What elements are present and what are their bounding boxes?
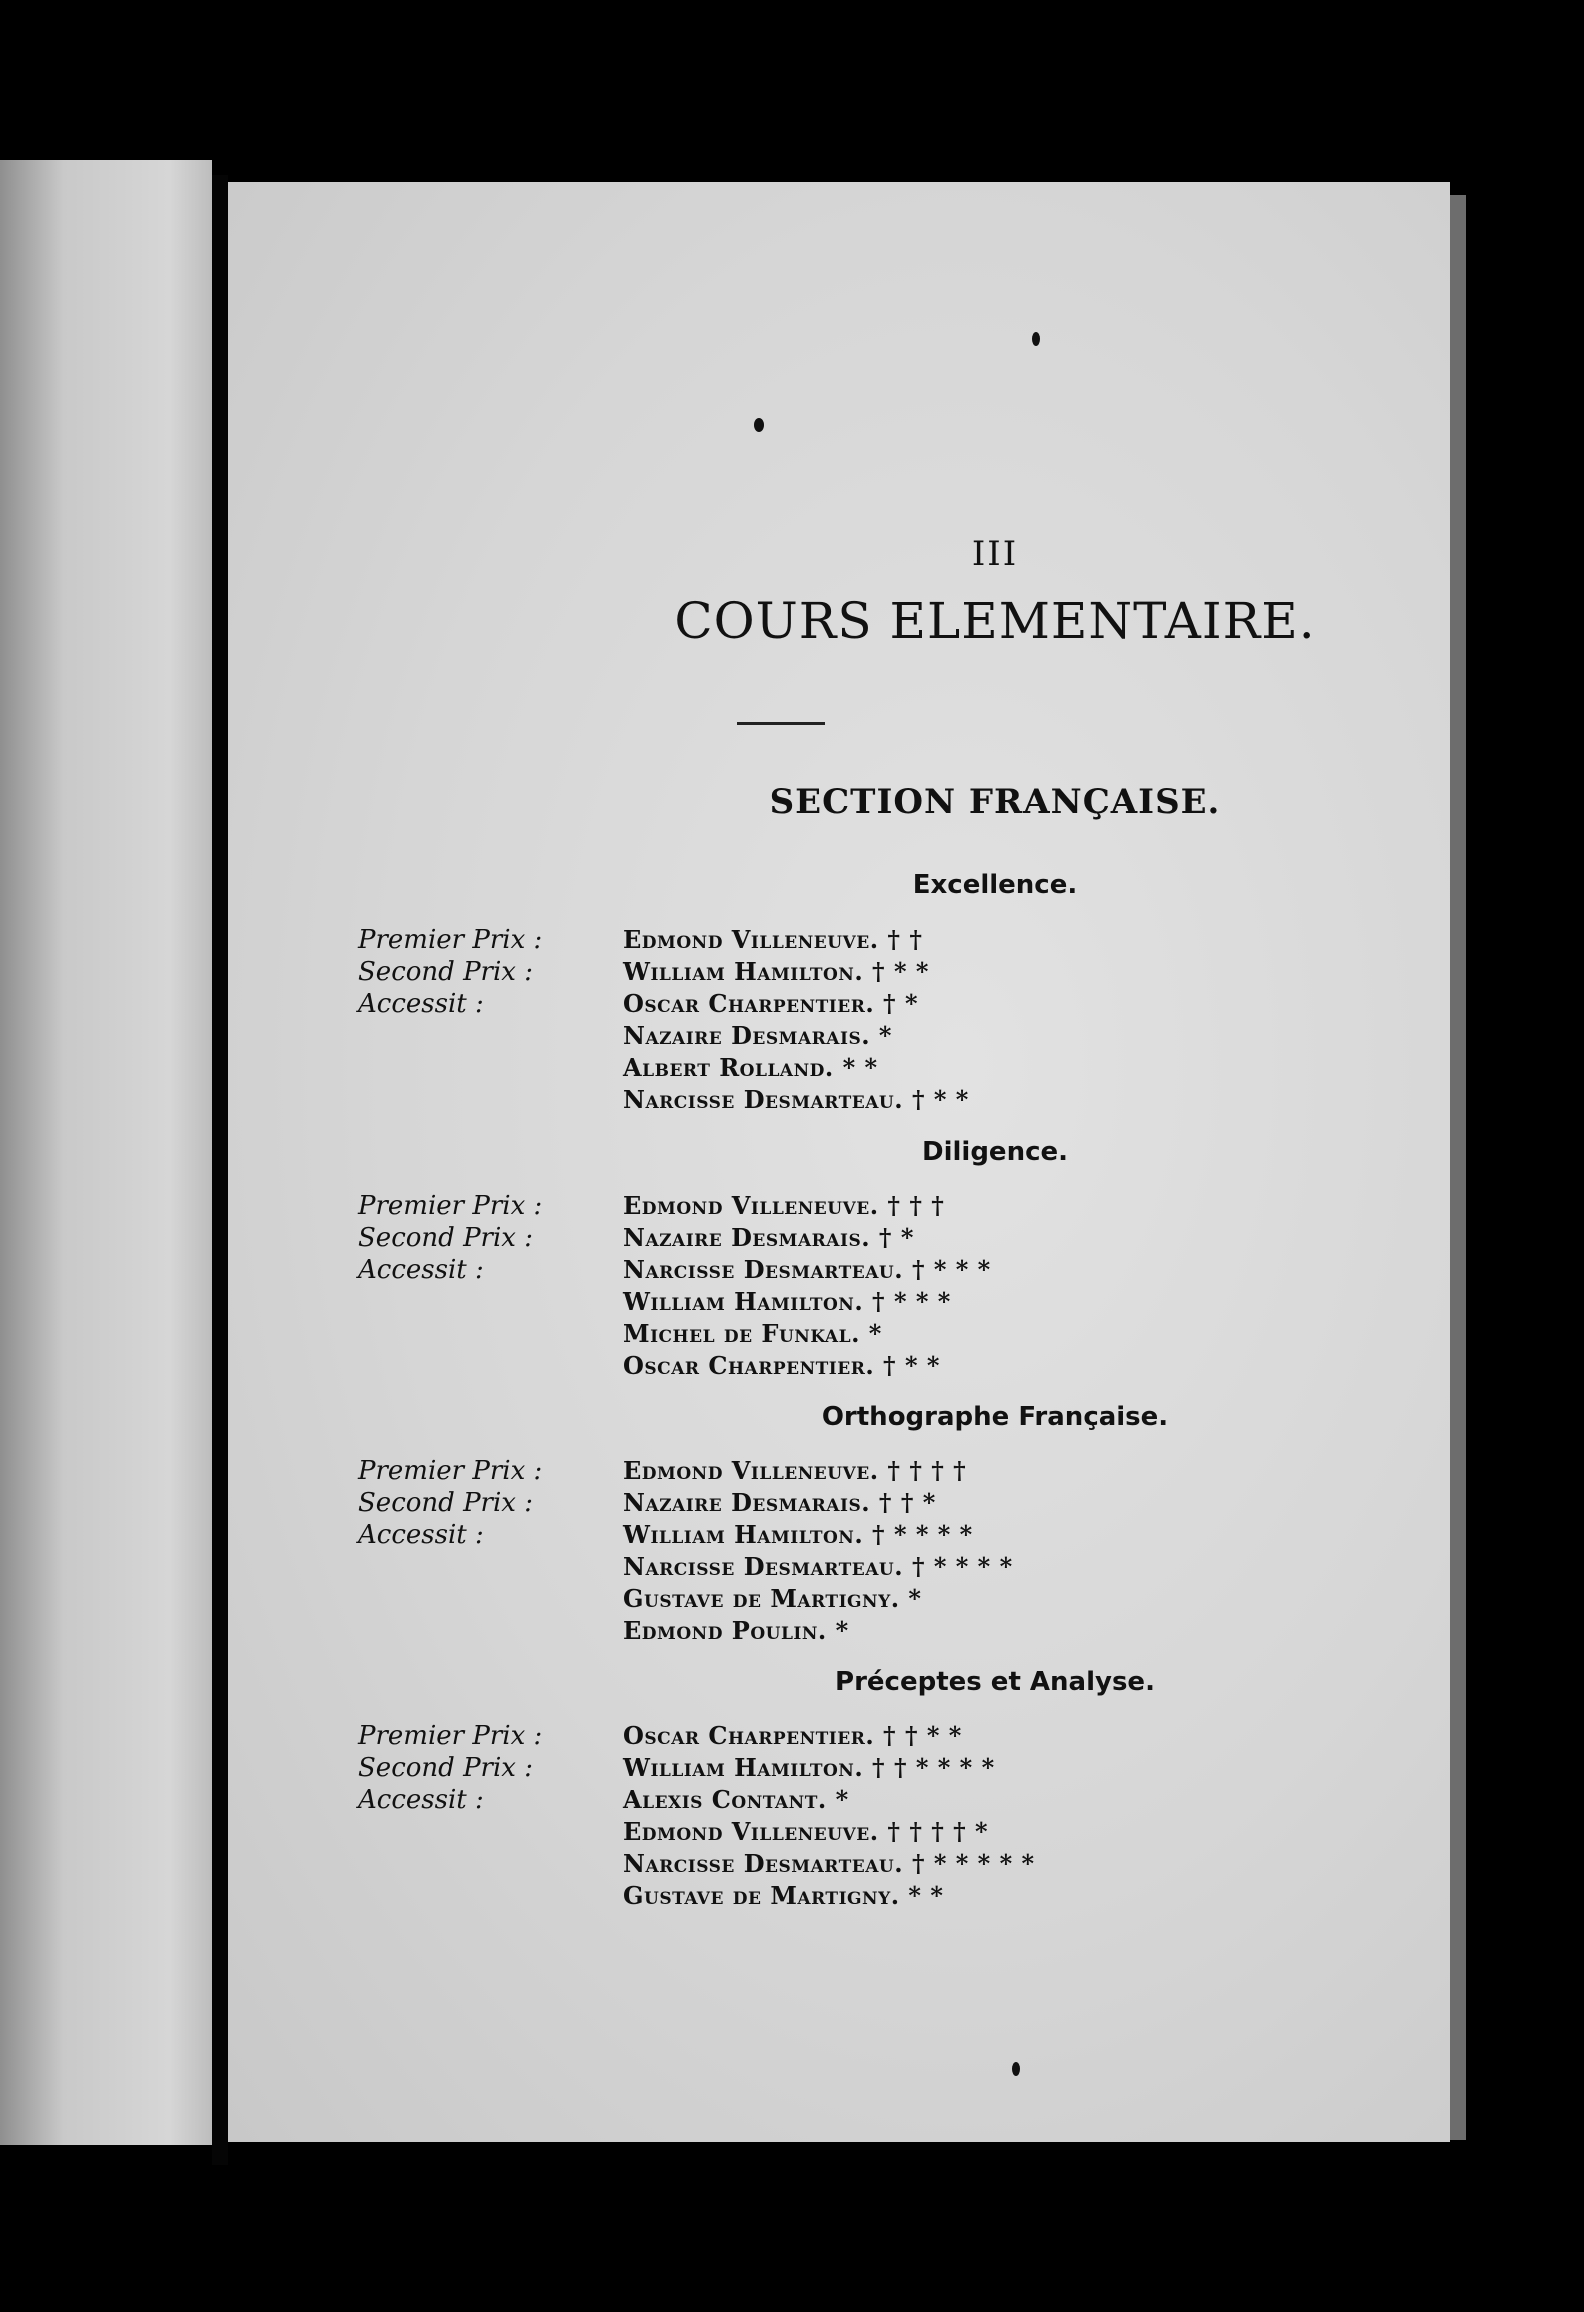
student-name: Alexis Contant. * — [623, 1785, 849, 1814]
student-name: Gustave de Martigny. * * — [623, 1881, 944, 1910]
student-name: Edmond Villeneuve. † † — [623, 925, 923, 954]
section-title: SECTION FRANÇAISE. — [769, 782, 1221, 822]
title-rule — [737, 722, 825, 725]
student-name: Narcisse Desmarteau. † * * — [623, 1085, 969, 1114]
prize-label: Accessit : — [358, 1255, 484, 1285]
student-name: William Hamilton. † * * * — [623, 1287, 951, 1316]
student-name: Narcisse Desmarteau. † * * * * — [623, 1552, 1013, 1581]
book-page — [228, 182, 1450, 2142]
scan-speck — [1012, 2062, 1020, 2076]
student-name: Michel de Funkal. * — [623, 1319, 882, 1348]
chapter-number: III — [971, 534, 1019, 574]
prize-label: Premier Prix : — [358, 1191, 543, 1221]
student-name: Edmond Poulin. * — [623, 1616, 849, 1645]
student-name: Edmond Villeneuve. † † † † — [623, 1456, 967, 1485]
prize-label: Second Prix : — [358, 1488, 533, 1518]
student-name: Edmond Villeneuve. † † † † * — [623, 1817, 989, 1846]
prize-label: Second Prix : — [358, 957, 533, 987]
student-name: Nazaire Desmarais. * — [623, 1021, 892, 1050]
student-name: Edmond Villeneuve. † † † — [623, 1191, 945, 1220]
prize-label: Premier Prix : — [358, 1721, 543, 1751]
student-name: Narcisse Desmarteau. † * * * * * — [623, 1849, 1035, 1878]
student-name: William Hamilton. † * * * * — [623, 1520, 973, 1549]
chapter-title: COURS ELEMENTAIRE. — [674, 592, 1316, 650]
student-name: Albert Rolland. * * — [623, 1053, 878, 1082]
student-name: Oscar Charpentier. † † * * — [623, 1721, 962, 1750]
block-heading-preceptes: Préceptes et Analyse. — [835, 1667, 1155, 1697]
prize-label: Premier Prix : — [358, 1456, 543, 1486]
prize-label: Accessit : — [358, 1785, 484, 1815]
prize-label: Second Prix : — [358, 1223, 533, 1253]
book-gutter — [212, 175, 228, 2165]
student-name: Oscar Charpentier. † * — [623, 989, 919, 1018]
facing-page — [0, 160, 212, 2145]
student-name: Nazaire Desmarais. † † * — [623, 1488, 936, 1517]
prize-label: Second Prix : — [358, 1753, 533, 1783]
scan-speck — [1032, 332, 1040, 346]
student-name: Narcisse Desmarteau. † * * * — [623, 1255, 991, 1284]
prize-label: Premier Prix : — [358, 925, 543, 955]
page-edge — [1450, 195, 1466, 2140]
student-name: Gustave de Martigny. * — [623, 1584, 922, 1613]
student-name: William Hamilton. † † * * * * — [623, 1753, 995, 1782]
block-heading-diligence: Diligence. — [922, 1137, 1068, 1167]
prize-label: Accessit : — [358, 989, 484, 1019]
student-name: Oscar Charpentier. † * * — [623, 1351, 940, 1380]
block-heading-orthographe: Orthographe Française. — [821, 1402, 1169, 1432]
prize-label: Accessit : — [358, 1520, 484, 1550]
block-heading-excellence: Excellence. — [912, 870, 1078, 900]
student-name: Nazaire Desmarais. † * — [623, 1223, 914, 1252]
student-name: William Hamilton. † * * — [623, 957, 929, 986]
scan-speck — [754, 418, 764, 432]
